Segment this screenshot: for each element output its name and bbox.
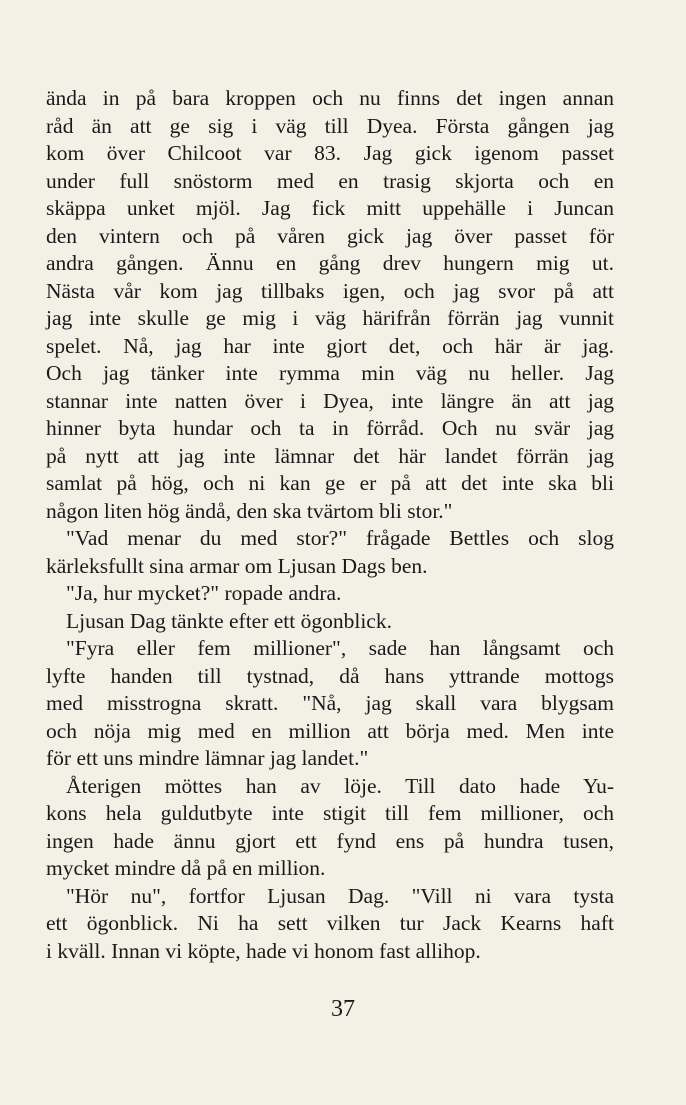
text-line: Återigen möttes han av löje. Till dato hade Yu- [66, 773, 614, 798]
text-line: kärleksfullt sina armar om Ljusan Dags ben. [46, 553, 428, 578]
text-line: andra gången. Ännu en gång drev hungern mig ut. [46, 251, 614, 275]
body-text [46, 85, 614, 965]
text-line: "Vad menar du med stor?" frågade Bettles och slog [66, 526, 614, 550]
paragraph [46, 525, 614, 580]
paragraph [46, 580, 614, 608]
paragraph [46, 608, 614, 636]
text-line: samlat på hög, och ni kan ge er på att det inte ska bli [46, 471, 614, 495]
page-number: 37 [331, 996, 355, 1022]
text-line: skäppa unket mjöl. Jag fick mitt uppehälle i Juncan [46, 196, 614, 220]
text-line: jag inte skulle ge mig i väg härifrån förrän jag vunnit [46, 306, 614, 330]
text-line: ingen hade ännu gjort ett fynd ens på hundra tusen, [46, 828, 614, 853]
text-line: någon liten hög ändå, den ska tvärtom bli stor." [46, 498, 453, 523]
text-line: hinner byta hundar och ta in förråd. Och nu svär jag [46, 416, 614, 440]
paragraph [46, 883, 614, 966]
text-line: Nästa vår kom jag tillbaks igen, och jag svor på att [46, 278, 614, 303]
text-line: ända in på bara kroppen och nu finns det ingen annan [46, 86, 614, 110]
text-line: i kväll. Innan vi köpte, hade vi honom fast allihop. [46, 938, 481, 963]
text-line: ett ögonblick. Ni ha sett vilken tur Jack Kearns haft [46, 911, 614, 935]
paragraph [46, 85, 614, 525]
text-line: lyfte handen till tystnad, då hans yttrande mottogs [46, 663, 614, 688]
text-line: "Hör nu", fortfor Ljusan Dag. "Vill ni vara tysta [66, 883, 614, 908]
text-line: för ett uns mindre lämnar jag landet." [46, 746, 369, 770]
text-line: mycket mindre då på en million. [46, 856, 326, 880]
text-line: under full snöstorm med en trasig skjorta och en [46, 168, 614, 193]
text-line: Och jag tänker inte rymma min väg nu heller. Jag [46, 361, 614, 385]
paragraph [46, 773, 614, 883]
text-line: stannar inte natten över i Dyea, inte längre än att jag [46, 388, 614, 413]
text-line: kons hela guldutbyte inte stigit till fem millioner, och [46, 801, 614, 825]
text-line: med misstrogna skratt. "Nå, jag skall vara blygsam [46, 691, 614, 715]
paragraph [46, 635, 614, 773]
text-line: råd än att ge sig i väg till Dyea. Första gången jag [46, 113, 614, 138]
text-line: "Ja, hur mycket?" ropade andra. [66, 581, 342, 605]
text-line: och nöja mig med en million att börja med. Men inte [46, 718, 614, 743]
text-line: Ljusan Dag tänkte efter ett ögonblick. [66, 608, 392, 633]
text-line: "Fyra eller fem millioner", sade han långsamt och [66, 636, 614, 660]
text-line: kom över Chilcoot var 83. Jag gick igenom passet [46, 141, 614, 165]
text-line: spelet. Nå, jag har inte gjort det, och här är jag. [46, 333, 614, 358]
text-line: på nytt att jag inte lämnar det här landet förrän jag [46, 443, 614, 468]
text-line: den vintern och på våren gick jag över passet för [46, 223, 614, 248]
